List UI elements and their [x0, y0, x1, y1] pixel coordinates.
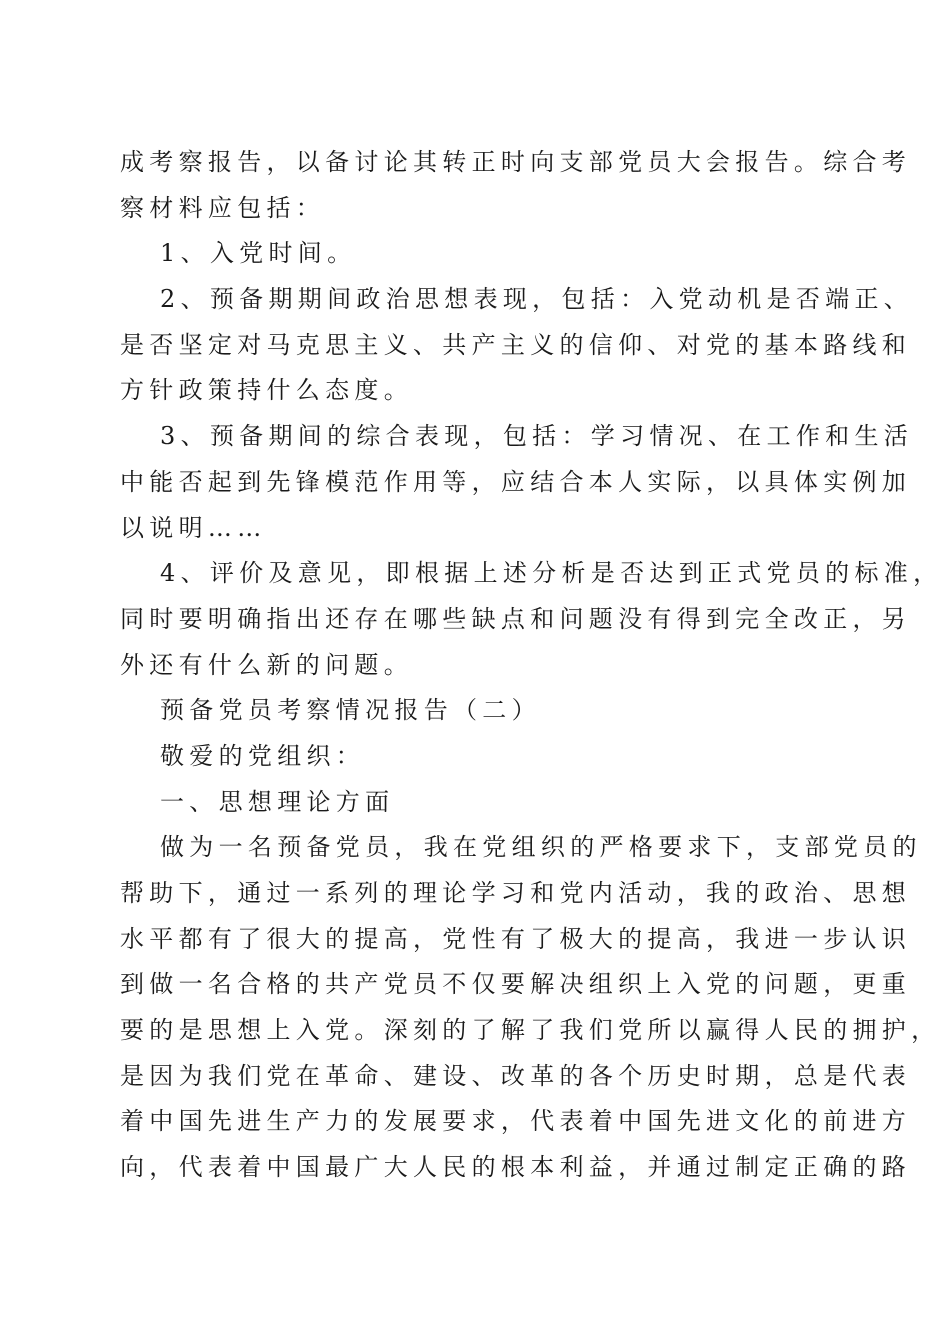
text-line: 同时要明确指出还存在哪些缺点和问题没有得到完全改正，另 [120, 604, 912, 633]
text-line: 以说明…… [120, 513, 267, 542]
list-item-2: 2、预备期期间政治思想表现，包括：入党动机是否端正、 [160, 285, 914, 314]
text-line: 到做一名合格的共产党员不仅要解决组织上入党的问题，更重 [120, 970, 912, 999]
text-line: 要的是思想上入党。深刻的了解了我们党所以赢得人民的拥护， [120, 1016, 941, 1045]
text-line: 成考察报告，以备讨论其转正时向支部党员大会报告。综合考 [120, 148, 912, 176]
text-line: 是因为我们党在革命、建设、改革的各个历史时期，总是代表 [120, 1061, 912, 1090]
text-line: 察材料应包括： [120, 193, 326, 222]
list-item-1: 1、入党时间。 [160, 239, 357, 268]
salutation: 敬爱的党组织： [160, 741, 366, 770]
text-line: 水平都有了很大的提高，党性有了极大的提高，我进一步认识 [120, 924, 912, 953]
section-title: 预备党员考察情况报告（二） [160, 696, 541, 725]
text-line: 是否坚定对马克思主义、共产主义的信仰、对党的基本路线和 [120, 330, 912, 359]
paragraph-start: 做为一名预备党员，我在党组织的严格要求下，支部党员的 [160, 833, 922, 862]
text-line: 中能否起到先锋模范作用等，应结合本人实际，以具体实例加 [120, 467, 912, 496]
text-line: 向，代表着中国最广大人民的根本利益，并通过制定正确的路 [120, 1153, 912, 1182]
text-line: 外还有什么新的问题。 [120, 650, 413, 679]
text-line: 着中国先进生产力的发展要求，代表着中国先进文化的前进方 [120, 1107, 912, 1136]
list-item-3: 3、预备期间的综合表现，包括：学习情况、在工作和生活 [160, 422, 914, 451]
section-heading: 一、思想理论方面 [160, 787, 395, 816]
list-item-4: 4、评价及意见，即根据上述分析是否达到正式党员的标准， [160, 559, 943, 588]
text-line: 方针政策持什么态度。 [120, 376, 413, 405]
text-line: 帮助下，通过一系列的理论学习和党内活动，我的政治、思想 [120, 879, 912, 907]
document-body [120, 140, 943, 1191]
